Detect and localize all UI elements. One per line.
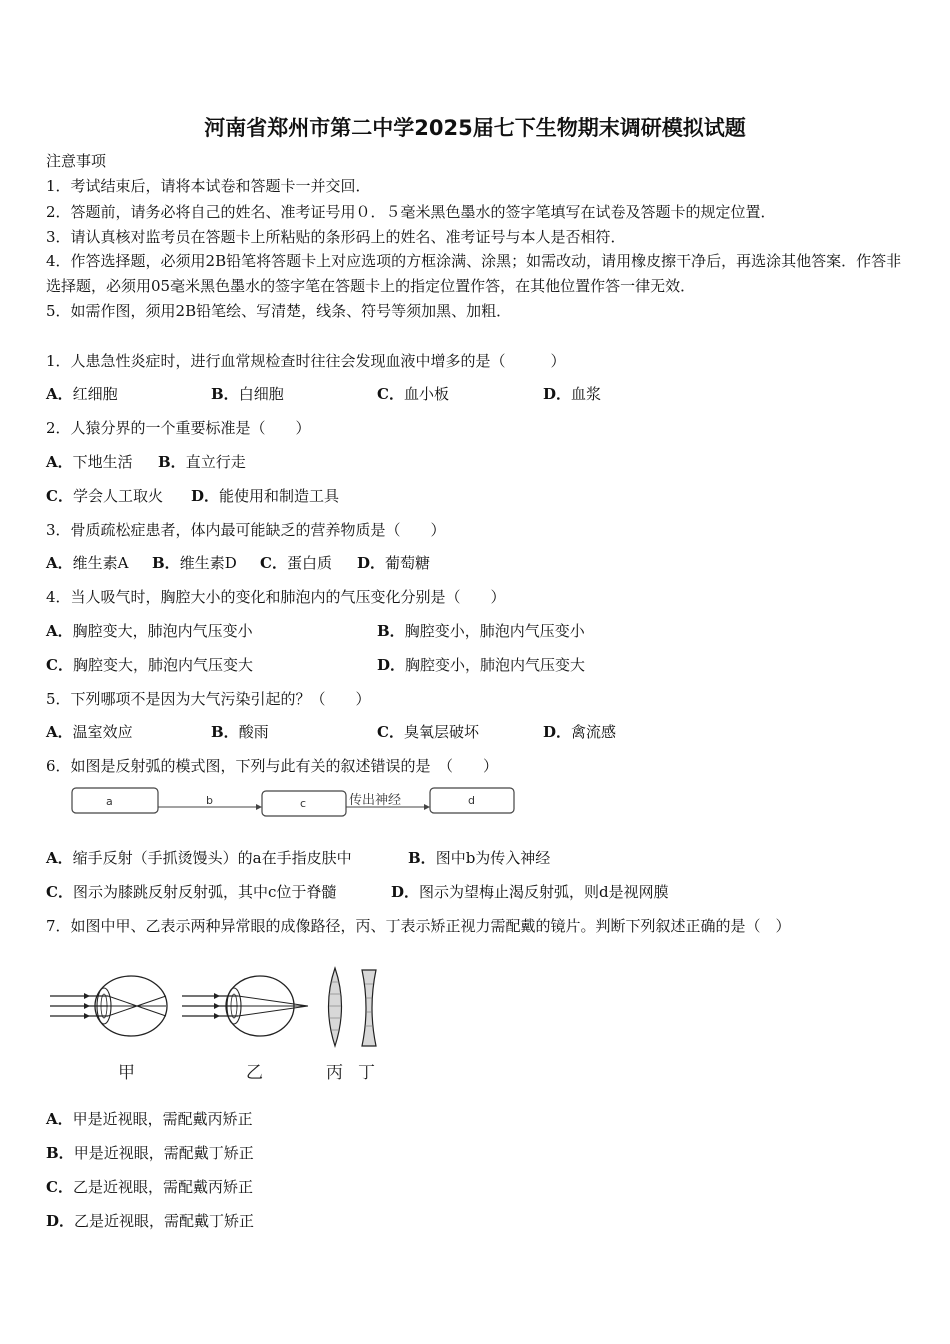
q1-option-c: C．血小板 — [377, 385, 449, 403]
notice-item-2: 2．答题前，请务必将自己的姓名、准考证号用０．５毫米黑色墨水的签字笔填写在试卷及答题卡的规定位置． — [46, 203, 776, 221]
question-2-stem: 2．人猿分界的一个重要标准是（ ） — [46, 419, 311, 437]
q7-option-c: C．乙是近视眼，需配戴丙矫正 — [46, 1178, 253, 1196]
q5-option-b: B．酸雨 — [211, 723, 269, 741]
eye-yi — [182, 976, 308, 1036]
question-1-stem: 1．人患急性炎症时，进行血常规检查时往往会发现血液中增多的是（ ） — [46, 352, 566, 370]
notice-heading: 注意事项 — [46, 152, 107, 170]
q5-option-d: D．禽流感 — [543, 723, 617, 741]
q1-option-d: D．血浆 — [543, 385, 602, 403]
q4-option-a: A．胸腔变大，肺泡内气压变小 — [46, 622, 253, 640]
eye-jia — [50, 976, 167, 1036]
q2-option-d: D．能使用和制造工具 — [191, 487, 340, 505]
question-5-stem: 5．下列哪项不是因为大气污染引起的？（ ） — [46, 690, 371, 708]
q6-option-b: B．图中b为传入神经 — [408, 849, 551, 867]
q4-option-d: D．胸腔变小，肺泡内气压变大 — [377, 656, 586, 674]
q6-option-a: A．缩手反射（手抓烫馒头）的a在手指皮肤中 — [46, 849, 352, 867]
q5-option-a: A．温室效应 — [46, 723, 133, 741]
q4-option-b: B．胸腔变小，肺泡内气压变小 — [377, 622, 585, 640]
label-a: a — [106, 795, 113, 808]
eye-lens-figure — [46, 962, 386, 1084]
label-ding: 丁 — [358, 1063, 375, 1083]
label-b: b — [206, 794, 213, 807]
arrow-efferent-head — [424, 804, 430, 810]
label-d: d — [468, 794, 475, 807]
notice-item-4: 4．作答选择题，必须用2B铅笔将答题卡上对应选项的方框涂满、涂黑；如需改动，请用橡皮擦干净后，再选涂其他答案．作答非选择题，必须用05毫米黑色墨水的签字笔在答题卡上的指定位置作答，在其他位置作答一律无效． — [46, 252, 902, 295]
q7-option-a: A．甲是近视眼，需配戴丙矫正 — [46, 1110, 253, 1128]
q3-option-b: B．维生素D — [152, 554, 237, 572]
q4-option-c: C．胸腔变大，肺泡内气压变大 — [46, 656, 253, 674]
label-bing: 丙 — [326, 1063, 343, 1083]
q1-option-b: B．白细胞 — [211, 385, 284, 403]
q6-option-d: D．图示为望梅止渴反射弧，则d是视网膜 — [391, 883, 669, 901]
question-6-stem: 6．如图是反射弧的模式图，下列与此有关的叙述错误的是 （ ） — [46, 757, 499, 775]
reflex-arc-figure — [66, 782, 526, 822]
q3-option-a: A．维生素A — [46, 554, 129, 572]
q7-option-b: B．甲是近视眼，需配戴丁矫正 — [46, 1144, 254, 1162]
notice-item-1: 1．考试结束后，请将本试卷和答题卡一并交回． — [46, 177, 371, 195]
q2-option-a: A．下地生活 — [46, 453, 133, 471]
q2-option-b: B．直立行走 — [158, 453, 246, 471]
lens-bing — [329, 968, 342, 1046]
notice-item-3: 3．请认真核对监考员在答题卡上所粘贴的条形码上的姓名、准考证号与本人是否相符． — [46, 228, 626, 246]
q1-option-a: A．红细胞 — [46, 385, 118, 403]
arrow-b-head — [256, 804, 262, 810]
q3-option-d: D．葡萄糖 — [357, 554, 431, 572]
q2-option-c: C．学会人工取火 — [46, 487, 163, 505]
lens-ding — [362, 970, 376, 1046]
q7-option-d: D．乙是近视眼，需配戴丁矫正 — [46, 1212, 255, 1230]
label-efferent-nerve: 传出神经 — [349, 793, 402, 808]
label-c: c — [300, 797, 307, 810]
label-yi: 乙 — [246, 1063, 263, 1083]
question-7-stem: 7．如图中甲、乙表示两种异常眼的成像路径，丙、丁表示矫正视力需配戴的镜片。判断下列叙述正确的是（ ） — [46, 917, 791, 935]
page-title: 河南省郑州市第二中学2025届七下生物期末调研模拟试题 — [204, 116, 746, 140]
q5-option-c: C．臭氧层破坏 — [377, 723, 479, 741]
question-4-stem: 4．当人吸气时，胸腔大小的变化和肺泡内的气压变化分别是（ ） — [46, 588, 506, 606]
q3-option-c: C．蛋白质 — [260, 554, 332, 572]
box-a — [72, 788, 158, 813]
label-jia: 甲 — [118, 1063, 135, 1083]
notice-item-5: 5．如需作图，须用2B铅笔绘、写清楚，线条、符号等须加黑、加粗． — [46, 302, 512, 320]
q6-option-c: C．图示为膝跳反射反射弧，其中c位于脊髓 — [46, 883, 337, 901]
question-3-stem: 3．骨质疏松症患者，体内最可能缺乏的营养物质是（ ） — [46, 521, 446, 539]
